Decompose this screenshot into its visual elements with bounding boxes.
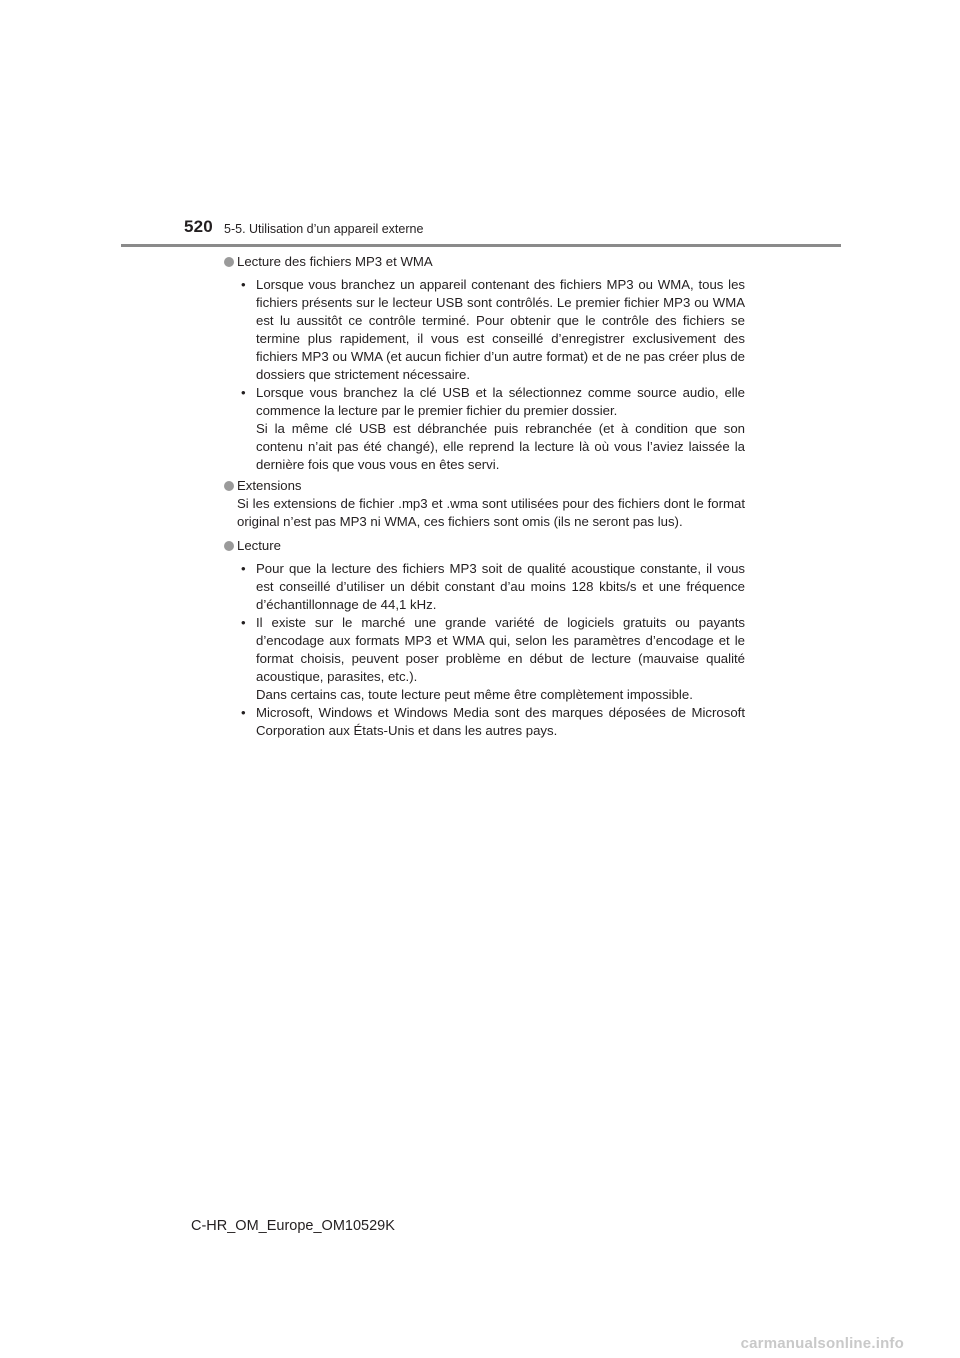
list-item-text: • Microsoft, Windows et Windows Media sont des marques déposées de Microsoft Corporation aux États-Unis et dans les autres pays. bbox=[256, 705, 745, 738]
note-heading: Lecture des fichiers MP3 et WMA bbox=[237, 254, 433, 269]
list-item-text: • Il existe sur le marché une grande variété de logiciels gratuits ou payants d’encodage aux formats MP3 et WMA qui, selon les paramètres d’encodage et le format choisis, peuvent poser problème en début de lecture (mauvaise qualité acoustique, parasites, etc.). bbox=[256, 615, 745, 684]
sub-list bbox=[237, 276, 745, 474]
note-bullet-icon bbox=[224, 541, 234, 551]
page-number: 520 bbox=[184, 217, 213, 236]
note-mp3-wma bbox=[224, 253, 745, 474]
list-item bbox=[237, 704, 745, 740]
note-text: Si les extensions de fichier .mp3 et .wma sont utilisées pour des fichiers dont le format original n’est pas MP3 ni WMA, ces fichiers sont omis (ils ne seront pas lus). bbox=[237, 496, 745, 529]
note-bullet-icon bbox=[224, 257, 234, 267]
list-item-text: • Lorsque vous branchez la clé USB et la sélectionnez comme source audio, elle commence la lecture par le premier fichier du premier dossier. bbox=[256, 385, 745, 418]
list-item-text: Si la même clé USB est débranchée puis rebranchée (et à condition que son contenu n’ait pas été changé), elle reprend la lecture là où vous l’aviez laissée la dernière fois que vous vous en êtes servi. bbox=[256, 421, 745, 472]
watermark: carmanualsonline.info bbox=[740, 1335, 904, 1352]
note-heading: Extensions bbox=[237, 478, 302, 493]
document-code: C-HR_OM_Europe_OM10529K bbox=[191, 1218, 395, 1234]
list-item bbox=[237, 384, 745, 474]
note-bullet-icon bbox=[224, 481, 234, 491]
list-item bbox=[237, 614, 745, 704]
list-item-text: • Pour que la lecture des fichiers MP3 soit de qualité acoustique constante, il vous est conseillé d’utiliser un débit constant d’au moins 128 kbits/s et une fréquence d’échantillonnage de 44,1 kHz. bbox=[256, 561, 745, 612]
section-title: 5-5. Utilisation d’un appareil externe bbox=[224, 222, 424, 236]
sub-list bbox=[237, 560, 745, 740]
header-rule bbox=[121, 244, 841, 247]
list-item-text: Dans certains cas, toute lecture peut même être complètement impossible. bbox=[256, 687, 693, 702]
content bbox=[224, 253, 745, 740]
list-item-text: • Lorsque vous branchez un appareil contenant des fichiers MP3 ou WMA, tous les fichiers présents sur le lecteur USB sont contrôlés. Le premier fichier MP3 ou WMA est lu aussitôt ce contrôle terminé. Pour obtenir que le contrôle des fichiers se termine plus rapidement, il vous est conseillé d’enregistrer exclusivement des fichiers MP3 ou WMA (et aucun fichier d’un autre format) et de ne pas créer plus de dossiers que strictement nécessaire. bbox=[256, 277, 745, 382]
note-extensions bbox=[224, 477, 745, 531]
note-lecture bbox=[224, 537, 745, 740]
note-heading: Lecture bbox=[237, 538, 281, 553]
list-item bbox=[237, 276, 745, 384]
list-item bbox=[237, 560, 745, 614]
